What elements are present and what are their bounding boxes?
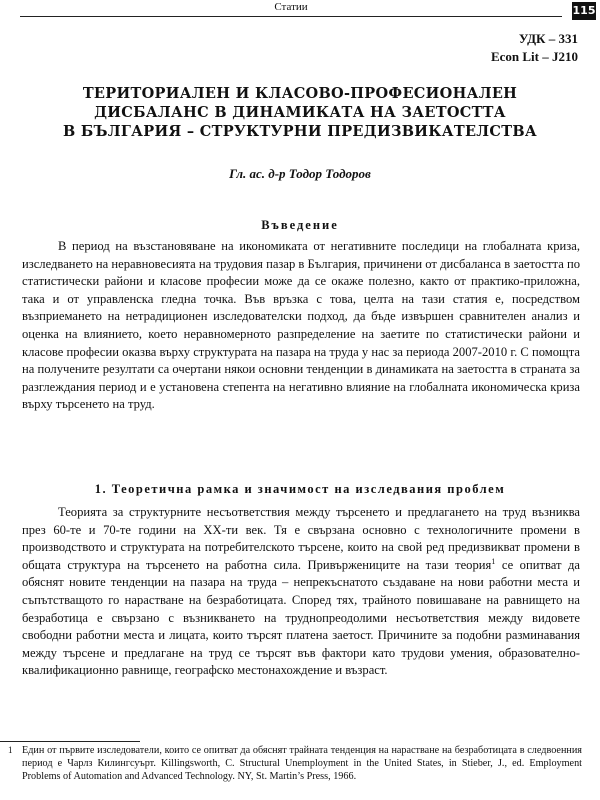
econlit-code: Econ Lit – J210 [490,49,578,64]
footnote-divider [0,741,140,742]
running-title: Статии [274,1,308,13]
section1-heading: 1. Теоретична рамка и значимост на изследвания проблем [94,482,506,496]
footnote-text: Един от първите изследователи, които се опитват да обяснят трайната тенденция на нарастване на безработицата в следвоенния период е Чарлз Килингсуърт. Killingsworth, C. Structural Unemployment in the United States, in Stieber, J., ed. Employment Problems of Automation and Advanced Technology. NY, St. Martin’s Press, 1966. [22,745,582,782]
intro-section [22,238,580,414]
footnote [8,744,582,783]
title-line-2: ДИСБАЛАНС В ДИНАМИКАТА НА ЗАЕТОСТТА [94,104,506,121]
section1-text-after-note: се опитват да обяснят новите тенденции на пазара на труда – непрекъснатото създаване на нови работни места и съпътстващото го нарастване на безработицата. Според тях, трайното повишаване на равнището на безработица е свързано с възникването на труднопреодолими несъответствия между видовете свободни работни места и лицата, които търсят платена заетост. Причините за подобни разминавания между търсене и предлагане на труд се търсят във фактори като трудови умения, образователно-квалификационно равнище, географско местонахождение и възраст. [22,557,581,678]
classification-codes [491,30,578,66]
title-line-3: В БЪЛГАРИЯ – СТРУКТУРНИ ПРЕДИЗВИКАТЕЛСТВА [62,123,538,140]
page-number: 115 [572,2,596,20]
footnote-mark: 1 [8,745,13,755]
running-head [20,0,562,17]
intro-paragraph: В период на възстановяване на икономиката от негативните последици на глобалната криза, изследването на неравновесията на трудовия пазар в България, причинени от дисбаланса в заетостта по статистически райони и класове професии може да се окаже полезно, както от практико-приложна, така и от управленска гледна точка. Във връзка с това, целта на тази статия е, посредством възприемането на нетрадиционен изследователски подход, да бъде извършен сравнителен анализ и оценка на влиянието, което неравномерното разпределение на заетите по статистически райони и класове професии оказва върху структурата на пазара на труда у нас за периода 2007-2010 г. С помощта на получените резултати са очертани някои основни тенденции в динамиката на заетостта в страната за разглеждания период и е установена степента на негативно влияние на глобалната икономическа криза върху търсенето на труд. [22,239,580,412]
section1-paragraph [22,504,580,680]
section1-text-before-note: Теорията за структурните несъответствия между търсенето и предлагането на труд възниква през 60-те и 70-те години на ХХ-ти век. Тя е свързана основно с технологичните промени в производството и структурата на потребителското търсене, които на свой ред предизвикват промени в общата структура на търсенето на работна сила. Привържениците на тази теория [22,505,580,572]
footnote-reference[interactable]: 1 [491,556,496,566]
section1-body [22,504,580,680]
udk-code: УДК – 331 [518,31,578,46]
author: Гл. ас. д-р Тодор Тодоров [229,166,371,181]
intro-heading: Въведение [261,218,339,232]
article-title [30,84,570,141]
title-line-1: ТЕРИТОРИАЛЕН И КЛАСОВО-ПРОФЕСИОНАЛЕН [82,85,518,102]
